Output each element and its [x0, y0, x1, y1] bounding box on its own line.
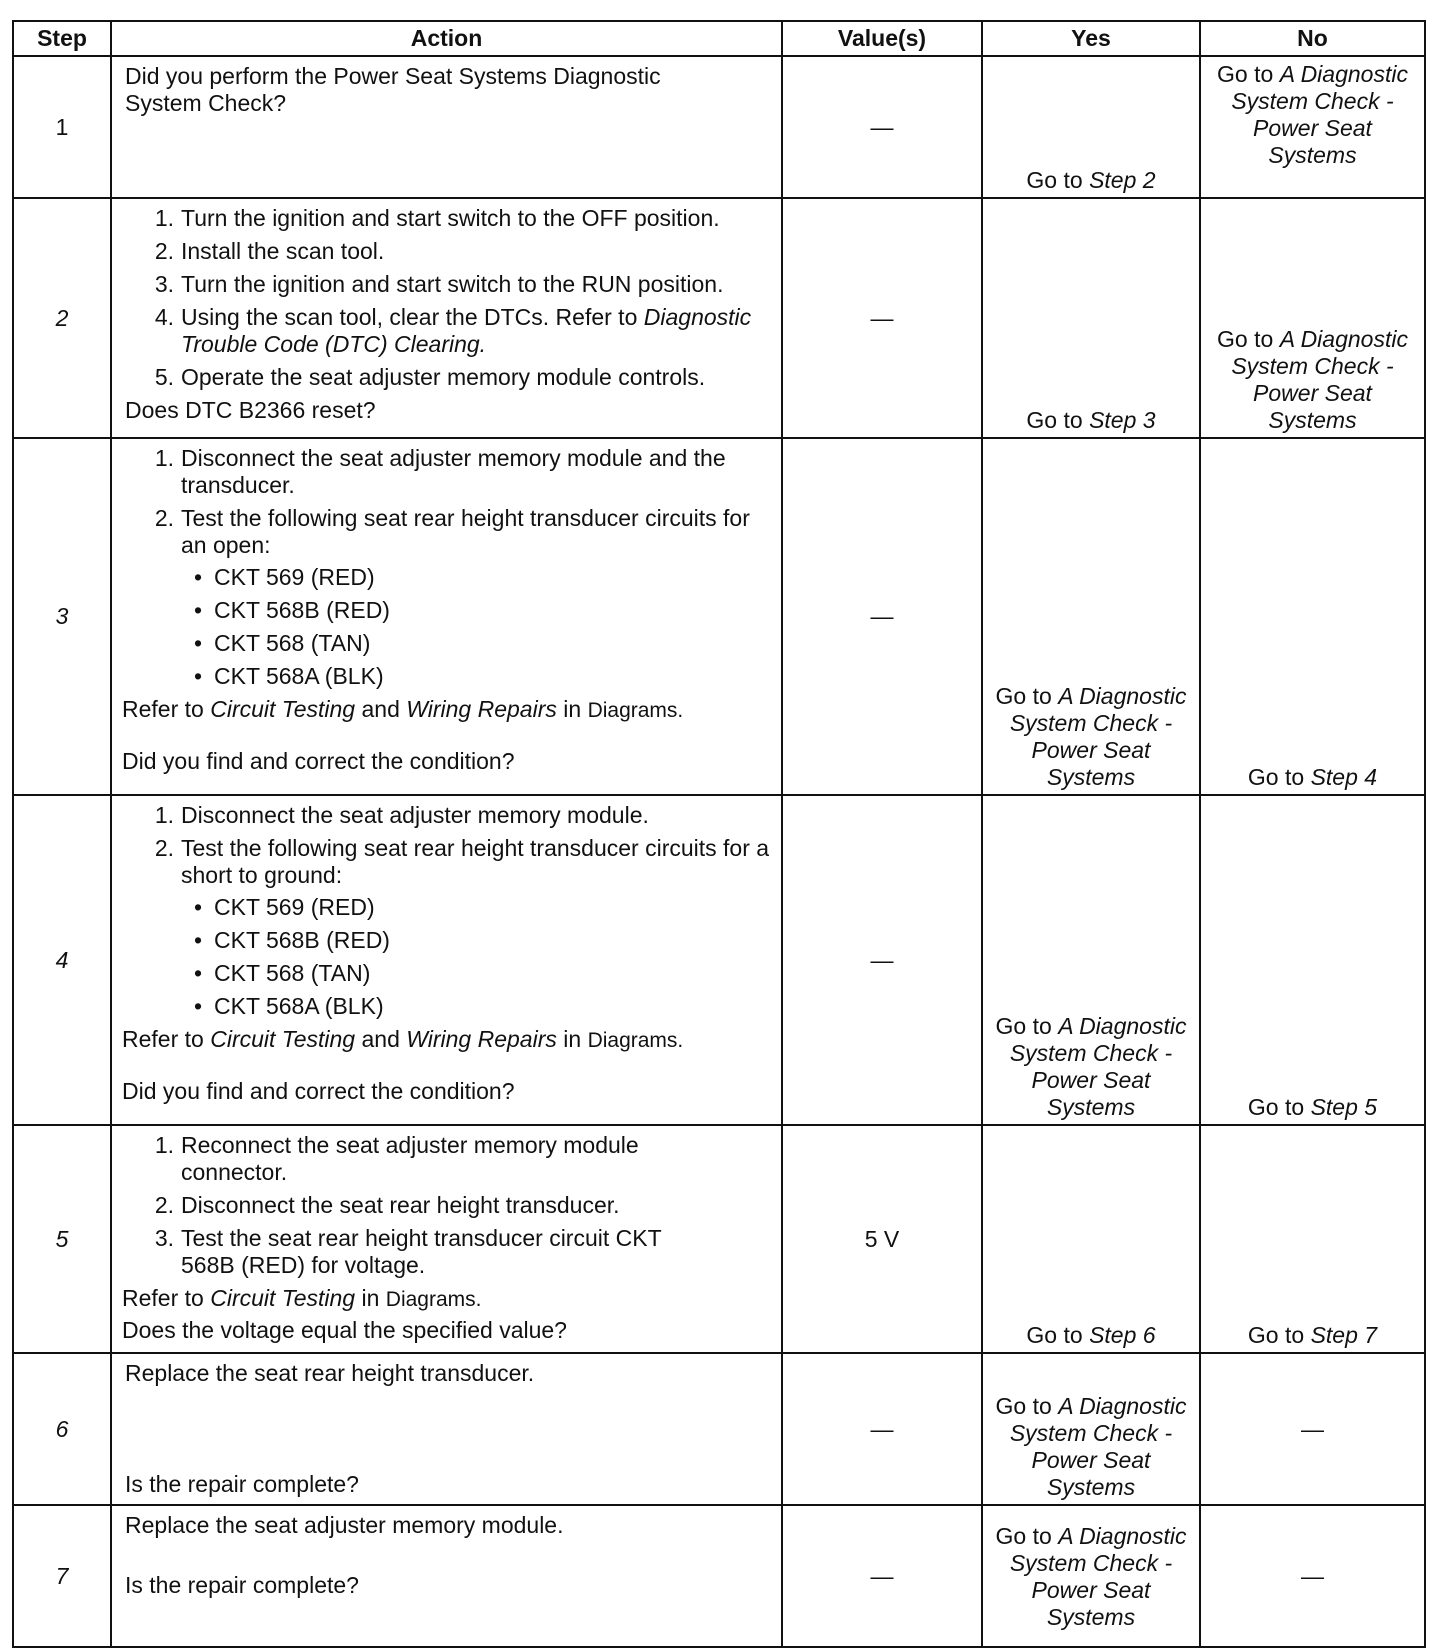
- diagrams-link[interactable]: Diagrams.: [385, 1288, 482, 1311]
- wiring-repairs-link[interactable]: Wiring Repairs: [406, 1026, 557, 1052]
- step-number: 1: [13, 56, 111, 198]
- goto-link[interactable]: A Diagnostic System Check - Power Seat Systems: [1009, 683, 1187, 790]
- goto-prefix: Go to: [1217, 61, 1280, 87]
- circuit-item: • CKT 568 (TAN): [214, 630, 773, 657]
- step-number: 2: [13, 198, 111, 438]
- goto-prefix: Go to: [995, 1522, 1059, 1549]
- step-number: 3: [13, 438, 111, 795]
- procedure-step-text: Using the scan tool, clear the DTCs. Refer to: [181, 304, 644, 330]
- procedure-step: Disconnect the seat adjuster memory module.: [181, 802, 649, 828]
- yes-cell[interactable]: [982, 1125, 1200, 1353]
- refer-in: in: [556, 1026, 588, 1052]
- table-row: [13, 198, 1425, 438]
- yes-cell[interactable]: [982, 795, 1200, 1125]
- goto-link[interactable]: Step 6: [1089, 1322, 1156, 1348]
- refer-prefix: Refer to: [122, 696, 211, 722]
- table-row: [13, 56, 1425, 198]
- procedure-list: [125, 802, 773, 1020]
- step-number: 6: [13, 1353, 111, 1505]
- refer-text: [122, 1285, 773, 1313]
- no-cell[interactable]: [1200, 1125, 1425, 1353]
- header-yes: Yes: [982, 21, 1200, 56]
- no-cell[interactable]: [1200, 198, 1425, 438]
- refer-and: and: [355, 696, 407, 722]
- action-cell: [111, 56, 782, 198]
- table-row: [13, 795, 1425, 1125]
- goto-link[interactable]: A Diagnostic System Check - Power Seat Systems: [1231, 326, 1408, 433]
- table-row: [13, 1505, 1425, 1647]
- step-number: 4: [13, 795, 111, 1125]
- procedure-step: Operate the seat adjuster memory module controls.: [181, 364, 706, 390]
- circuit-item: • CKT 568B (RED): [214, 927, 773, 954]
- goto-prefix: Go to: [1026, 407, 1090, 433]
- procedure-step: Reconnect the seat adjuster memory module connector.: [181, 1132, 639, 1185]
- value-cell: —: [782, 56, 982, 198]
- no-cell: —: [1200, 1353, 1425, 1505]
- diagrams-link[interactable]: Diagrams.: [587, 699, 684, 722]
- circuit-item: • CKT 569 (RED): [214, 564, 773, 591]
- table-row: [13, 1125, 1425, 1353]
- procedure-step: Turn the ignition and start switch to the OFF position.: [181, 205, 720, 231]
- diagnostic-table-sheet: [12, 20, 1424, 1648]
- circuit-testing-link[interactable]: Circuit Testing: [210, 1285, 356, 1311]
- goto-link[interactable]: A Diagnostic System Check - Power Seat Systems: [1009, 1522, 1187, 1630]
- refer-in: in: [355, 1285, 386, 1311]
- circuit-item: • CKT 568A (BLK): [214, 993, 773, 1020]
- question-text: Did you find and correct the condition?: [122, 1078, 515, 1104]
- question-text: Did you find and correct the condition?: [122, 748, 515, 774]
- refer-prefix: Refer to: [122, 1285, 211, 1311]
- yes-cell[interactable]: [982, 1505, 1200, 1647]
- value-cell: —: [782, 438, 982, 795]
- procedure-step-text: Test the following seat rear height transducer circuits for an open:: [181, 505, 750, 558]
- action-cell: [111, 795, 782, 1125]
- procedure-step: Disconnect the seat rear height transducer.: [181, 1192, 620, 1218]
- table-row: [13, 438, 1425, 795]
- circuit-testing-link[interactable]: Circuit Testing: [210, 1026, 356, 1052]
- yes-cell[interactable]: [982, 198, 1200, 438]
- refer-in: in: [556, 696, 588, 722]
- action-text: Replace the seat adjuster memory module.: [125, 1512, 564, 1538]
- action-cell: [111, 1353, 782, 1505]
- question-text: Does the voltage equal the specified value?: [122, 1317, 567, 1343]
- no-cell[interactable]: [1200, 438, 1425, 795]
- circuit-item: • CKT 568B (RED): [214, 597, 773, 624]
- refer-prefix: Refer to: [122, 1026, 211, 1052]
- value-cell: 5 V: [782, 1125, 982, 1353]
- action-cell: [111, 1125, 782, 1353]
- circuit-list: [181, 564, 773, 690]
- procedure-step-text: Test the following seat rear height transducer circuits for a short to ground:: [181, 835, 770, 888]
- goto-prefix: Go to: [1247, 764, 1311, 790]
- circuit-list: [181, 894, 773, 1020]
- procedure-step: Disconnect the seat adjuster memory module and the transducer.: [181, 445, 726, 498]
- step-number: 5: [13, 1125, 111, 1353]
- procedure-step: [181, 304, 773, 358]
- yes-cell[interactable]: [982, 56, 1200, 198]
- value-cell: —: [782, 795, 982, 1125]
- question-text: Is the repair complete?: [125, 1572, 359, 1598]
- value-cell: —: [782, 1353, 982, 1505]
- procedure-step: Test the seat rear height transducer circuit CKT 568B (RED) for voltage.: [181, 1225, 662, 1278]
- action-cell: [111, 198, 782, 438]
- action-cell: [111, 438, 782, 795]
- action-text: Replace the seat rear height transducer.: [125, 1360, 535, 1386]
- value-cell: —: [782, 1505, 982, 1647]
- goto-link[interactable]: Step 4: [1310, 764, 1378, 790]
- goto-prefix: Go to: [995, 1393, 1059, 1419]
- circuit-testing-link[interactable]: Circuit Testing: [210, 696, 356, 722]
- procedure-list: [125, 205, 773, 391]
- procedure-step: [181, 835, 773, 1020]
- refer-text: [122, 1026, 773, 1054]
- action-text: Did you perform the Power Seat Systems Diagnostic System Check?: [125, 63, 661, 116]
- refer-and: and: [355, 1026, 407, 1052]
- no-cell[interactable]: [1200, 56, 1425, 198]
- procedure-step: Install the scan tool.: [181, 238, 385, 264]
- goto-link[interactable]: A Diagnostic System Check - Power Seat Systems: [1009, 1013, 1187, 1120]
- goto-prefix: Go to: [995, 1013, 1059, 1039]
- wiring-repairs-link[interactable]: Wiring Repairs: [406, 696, 557, 722]
- goto-prefix: Go to: [1247, 1322, 1311, 1348]
- goto-link[interactable]: Step 5: [1310, 1094, 1378, 1120]
- diagrams-link[interactable]: Diagrams.: [587, 1029, 684, 1052]
- goto-link[interactable]: A Diagnostic System Check - Power Seat Systems: [1009, 1393, 1187, 1500]
- value-cell: —: [782, 198, 982, 438]
- header-step: Step: [13, 21, 111, 56]
- header-values: Value(s): [782, 21, 982, 56]
- refer-text: [122, 696, 773, 724]
- question-text: Does DTC B2366 reset?: [125, 397, 376, 423]
- no-cell[interactable]: [1200, 795, 1425, 1125]
- yes-cell[interactable]: [982, 438, 1200, 795]
- no-cell: —: [1200, 1505, 1425, 1647]
- goto-link[interactable]: Step 3: [1089, 407, 1156, 433]
- table-row: [13, 1353, 1425, 1505]
- circuit-item: • CKT 568 (TAN): [214, 960, 773, 987]
- diagnostic-table: [12, 20, 1426, 1648]
- circuit-item: • CKT 569 (RED): [214, 894, 773, 921]
- goto-link[interactable]: Step 2: [1089, 167, 1156, 193]
- goto-prefix: Go to: [1026, 1322, 1090, 1348]
- step-number: 7: [13, 1505, 111, 1647]
- header-action: Action: [111, 21, 782, 56]
- goto-prefix: Go to: [1217, 326, 1280, 352]
- goto-prefix: Go to: [1247, 1094, 1311, 1120]
- question-text: Is the repair complete?: [125, 1471, 359, 1497]
- procedure-list: [125, 1132, 773, 1279]
- goto-prefix: Go to: [995, 683, 1059, 709]
- goto-link[interactable]: Step 7: [1310, 1322, 1378, 1348]
- goto-link[interactable]: A Diagnostic System Check - Power Seat Systems: [1231, 61, 1408, 168]
- goto-prefix: Go to: [1026, 167, 1090, 193]
- header-no: No: [1200, 21, 1425, 56]
- yes-cell[interactable]: [982, 1353, 1200, 1505]
- dtc-clearing-link[interactable]: Diagnostic Trouble Code (DTC) Clearing.: [181, 304, 752, 357]
- procedure-step: Turn the ignition and start switch to the RUN position.: [181, 271, 724, 297]
- header-row: [13, 21, 1425, 56]
- procedure-list: [125, 445, 773, 690]
- action-cell: [111, 1505, 782, 1647]
- circuit-item: • CKT 568A (BLK): [214, 663, 773, 690]
- procedure-step: [181, 505, 773, 690]
